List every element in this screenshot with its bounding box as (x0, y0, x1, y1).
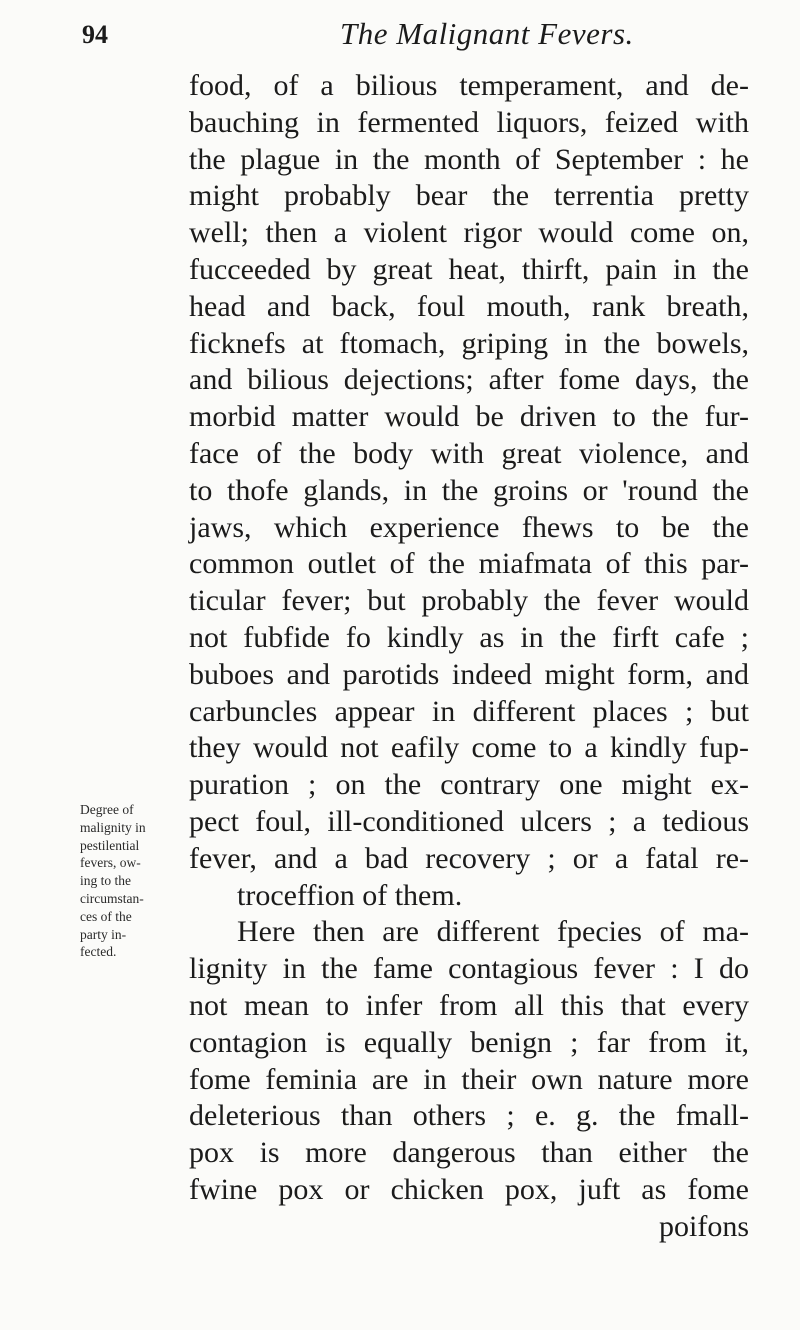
text-line: the plague in the month of September : he (189, 142, 749, 176)
marginal-note-line: pestilential (80, 837, 140, 853)
marginal-note-line: ces of the (80, 908, 132, 924)
text-line: deleterious than others ; e. g. the fmall- (189, 1099, 749, 1133)
text-line: lignity in the fame contagious fever : I do (189, 952, 749, 986)
marginal-note-line: fevers, ow- (80, 855, 141, 871)
marginal-note-line: ing to the (80, 873, 131, 889)
text-line: food, of a bilious temperament, and de- (189, 69, 749, 102)
text-line: pox is more dangerous than either the (189, 1136, 749, 1170)
page-header (0, 14, 800, 54)
text-line: head and back, foul mouth, rank breath, (189, 289, 749, 323)
text-line: carbuncles appear in different places ; but (189, 694, 749, 728)
text-line: troceffion of them. (237, 878, 463, 912)
text-line: not fubfide fo kindly as in the firft cafe ; (189, 620, 749, 654)
marginal-note-line: party in- (80, 926, 127, 942)
text-line: fever, and a bad recovery ; or a fatal re- (189, 841, 749, 875)
marginal-note (80, 801, 188, 961)
text-line: common outlet of the miafmata of this par- (189, 547, 749, 581)
body-text (189, 68, 749, 1246)
text-line: and bilious dejections; after fome days, the (189, 363, 749, 397)
text-line: to thofe glands, in the groins or 'round the (189, 473, 749, 507)
marginal-note-line: malignity in (80, 819, 146, 835)
text-line: buboes and parotids indeed might form, and (189, 657, 749, 691)
marginal-note-line: Degree of (80, 802, 134, 817)
marginal-note-line: fected. (80, 944, 117, 960)
catchword: poifons (659, 1209, 749, 1243)
text-line: contagion is equally benign ; far from it, (189, 1025, 749, 1059)
text-line: puration ; on the contrary one might ex- (189, 768, 749, 802)
text-line: morbid matter would be driven to the fur- (189, 400, 749, 434)
text-line: well; then a violent rigor would come on, (189, 216, 749, 250)
text-line: fome feminia are in their own nature more (189, 1062, 749, 1096)
marginal-note-line: circumstan- (80, 890, 144, 906)
text-line: ficknefs at ftomach, griping in the bowels, (189, 326, 749, 360)
text-line: bauching in fermented liquors, feized with (189, 105, 749, 139)
text-line: not mean to infer from all this that every (189, 988, 749, 1022)
text-line: face of the body with great violence, and (189, 436, 749, 470)
text-line: pect foul, ill-conditioned ulcers ; a tedious (189, 804, 749, 838)
text-line: Here then are different fpecies of ma- (237, 915, 749, 949)
page-number: 94 (82, 20, 108, 49)
running-head: The Malignant Fevers. (340, 16, 634, 51)
text-line: might probably bear the terrentia pretty (189, 179, 749, 213)
text-line: ticular fever; but probably the fever would (189, 584, 749, 618)
text-line: fwine pox or chicken pox, juft as fome (189, 1172, 749, 1206)
text-line: jaws, which experience fhews to be the (189, 510, 749, 544)
text-line: they would not eafily come to a kindly fup- (189, 731, 749, 765)
text-line: fucceeded by great heat, thirft, pain in the (189, 252, 749, 286)
